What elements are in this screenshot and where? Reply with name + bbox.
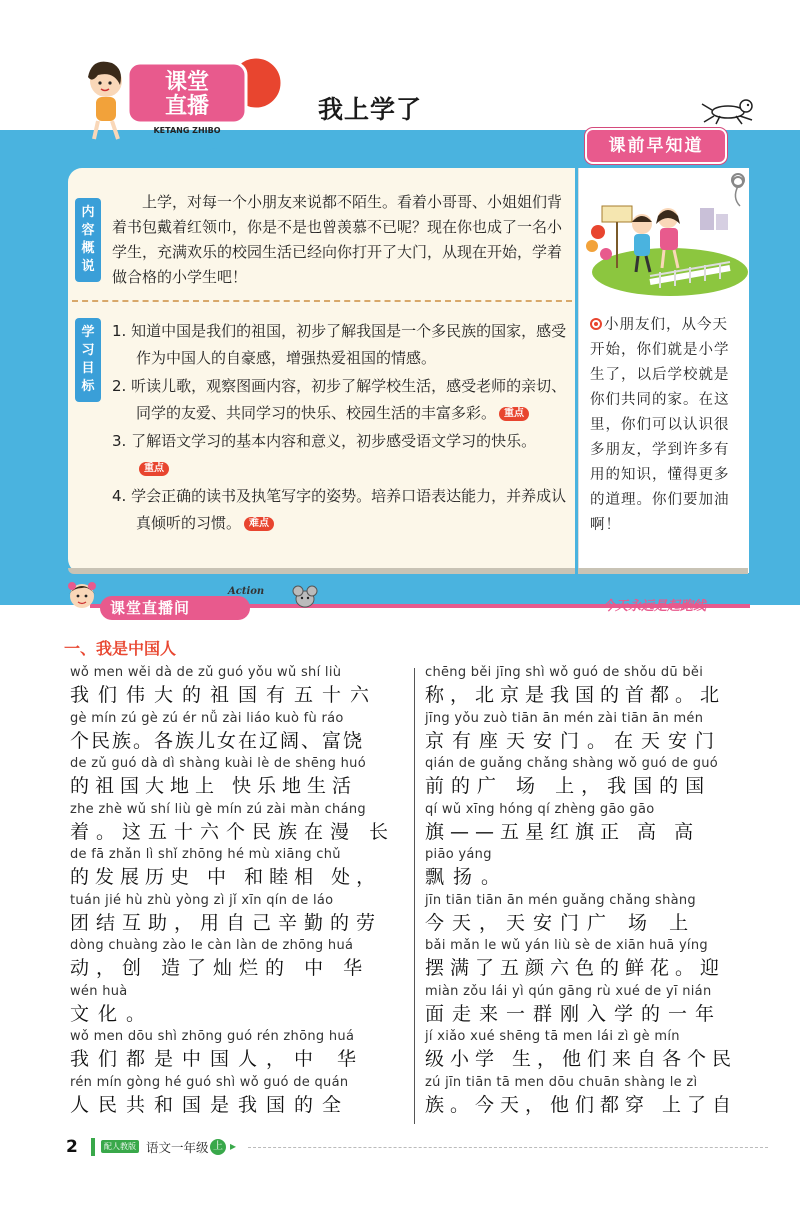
ketang-zhibo-logo [78, 55, 298, 145]
goal-item: 2. 听读儿歌，观察图画内容，初步了解学校生活，感受老师的亲切、同学的友爱、共同学习的快乐、校园生活的丰富多彩。 重点 [112, 377, 567, 422]
summary-label: 内容概说 [75, 198, 101, 282]
pinyin-line: zhe zhè wǔ shí liù gè mín zú zài màn cháng [70, 801, 366, 817]
difficult-point-badge: 难点 [244, 517, 274, 531]
pinyin-line: jīng yǒu zuò tiān ān mén zài tiān ān mén [425, 710, 704, 726]
hanzi-line: 人民共和国是我国的全 [70, 1093, 351, 1116]
summary-text: 上学，对每一个小朋友来说都不陌生。看着小哥哥、小姐姐们背着书包戴着红领巾，你是不是也曾羡慕不已呢？现在你也成了一名小学生，充满欢乐的校园生活已经向你打开了大门，从现在开始，学着做合格的小学生吧！ [112, 193, 563, 286]
dashed-divider [72, 300, 572, 302]
running-dog-icon [700, 96, 760, 126]
lesson-title: 我上学了 [318, 95, 423, 124]
hanzi-line: 的发展历史 中 和睦相 处， [70, 866, 382, 888]
text-line [425, 983, 765, 1029]
text-line [425, 801, 765, 847]
pinyin-line: qián de guǎng chǎng shàng wǒ guó de guó [425, 756, 719, 771]
text-line [425, 937, 765, 983]
hanzi-line: 的祖国大地上 快乐地生活 [70, 775, 358, 797]
action-label: Action [228, 586, 265, 597]
article-left-column [70, 664, 410, 1119]
hanzi-line: 旗——五星红旗正 高 高 [425, 820, 700, 843]
text-line [425, 755, 765, 801]
pinyin-line: rén mín gòng hé guó shì wǒ guó de quán [70, 1074, 349, 1090]
text-line [425, 710, 765, 756]
pin-hook-icon [726, 168, 750, 208]
key-point-badge: 重点 [499, 407, 529, 421]
pinyin-line: zú jīn tiān tā men dōu chuān shàng le zì [425, 1074, 698, 1090]
text-line [70, 1028, 410, 1074]
intro-panel-shadow [68, 568, 575, 574]
hanzi-line: 我们都是中国人，中 华 [70, 1048, 366, 1070]
text-line [70, 755, 410, 801]
pinyin-line: wǒ men dōu shì zhōng guó rén zhōng huá [70, 1029, 355, 1044]
footer-green-bar [91, 1138, 95, 1156]
section-bar-title: 课堂直播间 [110, 599, 191, 617]
edition-badge: 配人教版 [101, 1140, 139, 1153]
target-bullet-icon [590, 318, 602, 330]
hanzi-line: 个民族。各族儿女在辽阔、富饶 [70, 729, 365, 752]
text-line [70, 846, 410, 892]
goals-label: 学习目标 [75, 318, 101, 402]
column-divider [414, 668, 415, 1124]
hanzi-line: 今天，天安门广 场 上 [425, 911, 697, 934]
logo-text-line2: 直播 [164, 94, 210, 119]
hanzi-line: 我们伟大的祖国有五十六 [70, 684, 379, 706]
text-line [425, 1028, 765, 1074]
text-line [70, 801, 410, 847]
pre-class-tab [585, 128, 727, 164]
side-encouragement-text: 小朋友们，从今天开始，你们就是小学生了，以后学校就是你们共同的家。在这里，你们可以认识很多朋友，学到许多有用的知识，懂得更多的道理。你们要加油啊！ [590, 317, 730, 533]
pinyin-line: jīn tiān tiān ān mén guǎng chǎng shàng [425, 892, 696, 908]
article-right-column [425, 664, 765, 1119]
text-line [70, 664, 410, 710]
article-heading: 一、我是中国人 [64, 639, 177, 658]
footer-subject: 语文一年级 [146, 1140, 209, 1155]
pinyin-line: miàn zǒu lái yì qún gāng rù xué de yī nián [425, 983, 712, 999]
goal-item: 4. 学会正确的读书及执笔写字的姿势。培养口语表达能力，并养成认真倾听的习惯。 难点 [112, 487, 567, 532]
footer-dashed-line [248, 1147, 768, 1148]
hanzi-line: 团结互助，用自己辛勤的劳 [70, 911, 383, 934]
pre-class-tab-label: 课前早知道 [608, 136, 704, 156]
pinyin-line: bǎi mǎn le wǔ yán liù sè de xiān huā yíng [425, 938, 708, 953]
children-school-illustration [580, 172, 748, 302]
goal-item: 3. 了解语文学习的基本内容和意义，初步感受语文学习的快乐。重点 [112, 432, 537, 474]
text-line [70, 710, 410, 756]
hanzi-line: 前的广 场 上，我国的国 [425, 775, 712, 797]
arrow-right-icon: ▸ [230, 1139, 237, 1153]
pinyin-line: wén huà [70, 983, 128, 999]
text-line [70, 1074, 410, 1120]
text-line [425, 892, 765, 938]
girl-mascot-icon [64, 580, 100, 620]
text-line [70, 892, 410, 938]
key-point-badge: 重点 [139, 462, 169, 476]
text-line [425, 1074, 765, 1120]
pinyin-line: jí xiǎo xué shēng tā men lái zì gè mín [425, 1029, 680, 1044]
hanzi-line: 摆满了五颜六色的鲜花。迎 [425, 957, 726, 979]
pinyin-line: de fā zhǎn lì shǐ zhōng hé mù xiāng chǔ [70, 847, 341, 862]
hanzi-line: 称，北京是我国的首都。北 [425, 684, 726, 706]
mouse-mascot-icon [290, 584, 320, 610]
volume-badge: 上 [210, 1139, 226, 1155]
pinyin-line: qí wǔ xīng hóng qí zhèng gāo gāo [425, 801, 655, 817]
text-line [70, 937, 410, 983]
pinyin-line: gè mín zú gè zú ér nǚ zài liáo kuò fù ráo [70, 710, 344, 726]
hanzi-line: 面走来一群刚入学的一年 [425, 1002, 723, 1025]
hanzi-line: 飘扬。 [425, 866, 510, 888]
pinyin-line: dòng chuàng zào le càn làn de zhōng huá [70, 938, 354, 953]
learning-goals-list [112, 318, 568, 538]
goal-item: 1. 知道中国是我们的祖国，初步了解我国是一个多民族的国家，感受作为中国人的自豪感，增强热爱祖国的情感。 [112, 322, 567, 367]
logo-pinyin: KETANG ZHIBO [153, 126, 221, 135]
hanzi-line: 动，创 造了灿烂的 中 华 [70, 957, 370, 979]
pinyin-line: chēng běi jīng shì wǒ guó de shǒu dū běi [425, 665, 704, 680]
side-box-shadow [578, 568, 748, 574]
pinyin-line: piāo yáng [425, 847, 492, 862]
text-line [425, 664, 765, 710]
hanzi-line: 文化。 [70, 1002, 155, 1025]
pinyin-line: tuán jié hù zhù yòng zì jǐ xīn qín de láo [70, 892, 334, 908]
pinyin-line: de zǔ guó dà dì shàng kuài lè de shēng huó [70, 756, 366, 771]
page-number: 2 [66, 1137, 78, 1157]
logo-text-line1: 课堂 [164, 70, 210, 95]
hanzi-line: 京有座天安门。在天安门 [425, 729, 723, 752]
text-line [425, 846, 765, 892]
hanzi-line: 级小学 生，他们来自各个民 [425, 1048, 738, 1070]
hanzi-line: 族。今天，他们都穿 上了自 [425, 1093, 738, 1116]
hanzi-line: 着。这五十六个民族在漫 长 [70, 820, 396, 843]
slogan-text: 今天永远是起跑线 [602, 599, 707, 614]
logo-graphic [78, 55, 298, 145]
text-line [70, 983, 410, 1029]
pinyin-line: wǒ men wěi dà de zǔ guó yǒu wǔ shí liù [70, 665, 342, 680]
